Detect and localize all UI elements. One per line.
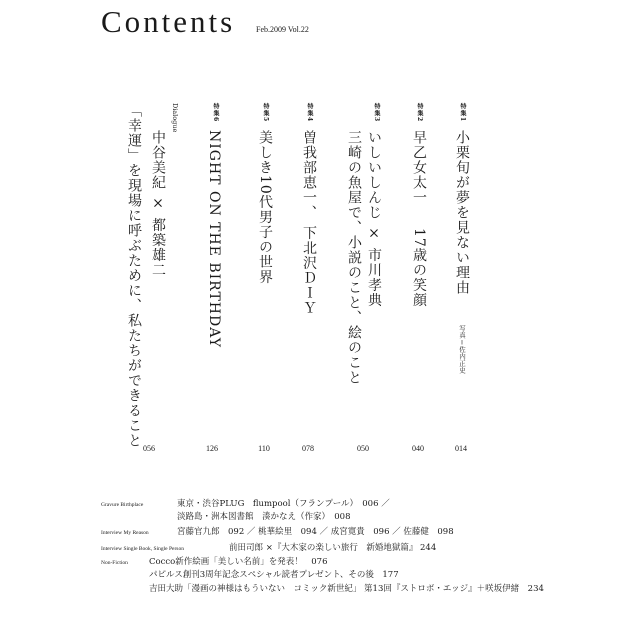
- feature-6-title[interactable]: NIGHT ON THE BIRTHDAY: [206, 130, 222, 349]
- gravure-row-2: [177, 510, 350, 522]
- feature-5-title[interactable]: 美しき10代男子の世界: [257, 130, 273, 285]
- interview2-item[interactable]: 前田司郎 ×『大木家の楽しい旅行 新婚地獄篇』 244: [229, 543, 437, 553]
- nonfiction-item-2[interactable]: パピルス創刊3周年記念スペシャル読者プレゼント、その後 177: [149, 570, 399, 580]
- feature-2-subtitle: 17歳の笑顔: [411, 228, 427, 308]
- feature-2-label: 特集2: [416, 103, 423, 123]
- issue-label: Feb.2009 Vol.22: [256, 25, 309, 34]
- page-title: Contents: [101, 4, 236, 39]
- nonfiction-category: Non-Fiction: [101, 560, 128, 566]
- dialogue-subtitle: 「幸運」を現場に呼ぶために、私たちができること: [126, 103, 142, 448]
- nonfiction-row-1: [101, 555, 328, 567]
- nonfiction-item-1[interactable]: Cocco新作絵画「美しい名前」を発表！ 076: [149, 557, 328, 567]
- interview-category: Interview My Reason: [101, 530, 149, 536]
- feature-3-subtitle: 三崎の魚屋で、小説のこと、絵のこと: [346, 130, 362, 385]
- feature-3-label: 特集3: [373, 103, 380, 123]
- feature-5-label: 特集5: [262, 103, 269, 123]
- feature-4-page: 078: [302, 444, 314, 453]
- interview2-row: [101, 541, 436, 553]
- feature-1-credit: 写真＝佐内正史: [458, 325, 466, 374]
- feature-5-page: 110: [258, 444, 270, 453]
- dialogue-label: Dialogue: [171, 103, 179, 133]
- gravure-item-1[interactable]: 東京・渋谷PLUG flumpool（フランプール） 006 ／: [177, 499, 390, 509]
- gravure-category: Gravure Birthplace: [101, 502, 144, 508]
- nonfiction-row-3: [149, 582, 544, 594]
- feature-3-title[interactable]: いしいしんじ × 市川孝典: [366, 130, 382, 308]
- gravure-row-1: [101, 497, 390, 509]
- interview2-category: Interview Single Book, Single Person: [101, 546, 184, 552]
- feature-4-label: 特集4: [306, 103, 313, 123]
- dialogue-title[interactable]: 中谷美紀 × 都築雄二: [150, 130, 166, 278]
- dialogue-page: 056: [143, 444, 155, 453]
- feature-6-page: 126: [206, 444, 218, 453]
- gravure-item-2[interactable]: 淡路島・洲本図書館 湊かなえ（作家） 008: [177, 512, 351, 522]
- nonfiction-item-3[interactable]: 吉田大助「漫画の神様はもういない コミック新世紀」 第13回『ストロボ・エッジ』＋咲坂伊緒 234: [149, 584, 544, 594]
- feature-1-title[interactable]: 小栗旬が夢を見ない理由: [454, 130, 470, 295]
- feature-1-page: 014: [455, 444, 467, 453]
- nonfiction-row-2: [149, 568, 399, 580]
- feature-2-title[interactable]: 早乙女太一: [411, 130, 427, 205]
- interview-row: [101, 525, 454, 537]
- feature-6-label: 特集6: [212, 103, 219, 123]
- feature-3-page: 050: [357, 444, 369, 453]
- interview-items[interactable]: 宮藤官九郎 092 ／ 桃華絵里 094 ／ 成宮寛貴 096 ／ 佐藤健 098: [177, 527, 454, 537]
- feature-4-title[interactable]: 曽我部恵一、 下北沢ＤＩＹ: [301, 130, 317, 316]
- feature-2-page: 040: [412, 444, 424, 453]
- feature-1-label: 特集1: [459, 103, 466, 123]
